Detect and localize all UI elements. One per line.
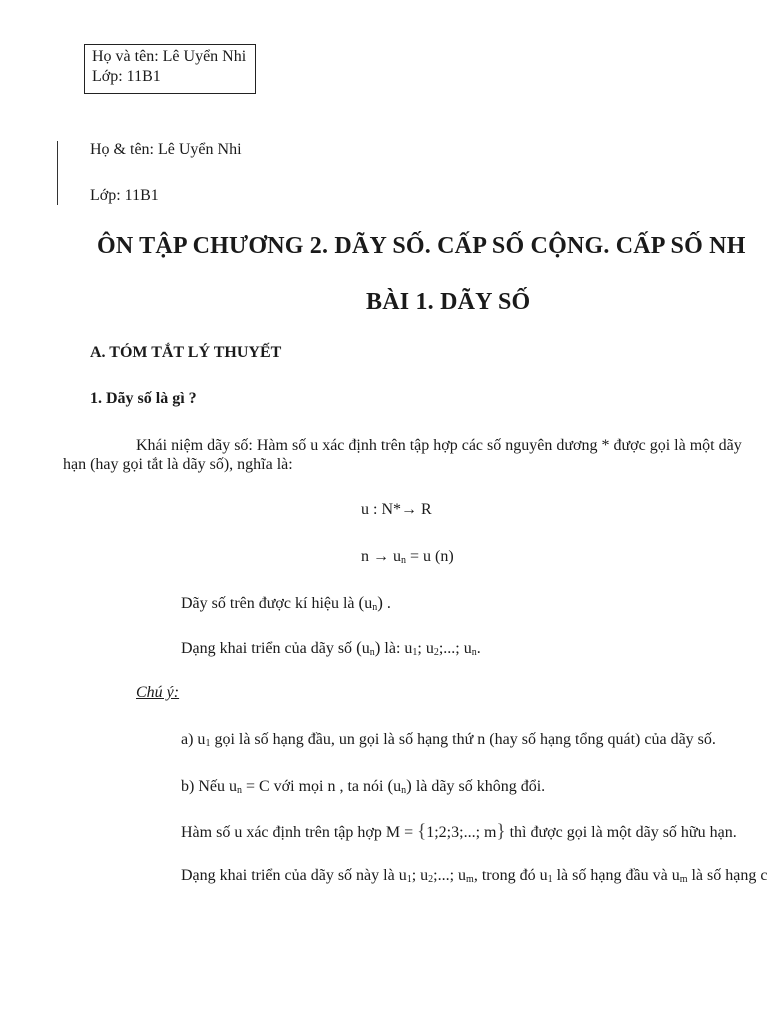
expansion-line: [181, 638, 481, 658]
margin-bar: [57, 141, 58, 205]
expansion-mid: là: u: [380, 640, 413, 657]
box-class-line: Lớp: 11B1: [92, 68, 161, 85]
expansion-open-paren: (: [356, 638, 362, 657]
fexp-pre: Dạng khai triển của dãy số này là u: [181, 867, 407, 884]
expansion-sub-2: 2: [433, 647, 439, 658]
finite-expansion-line: [181, 867, 767, 885]
chapter-title: ÔN TẬP CHƯƠNG 2. DÃY SỐ. CẤP SỐ CỘNG. CẤP SỐ NH: [97, 233, 746, 259]
fexp-sub-5: m: [679, 874, 688, 885]
box-name-line: Họ và tên: Lê Uyển Nhi: [92, 48, 247, 65]
finite-close-brace: }: [496, 821, 506, 842]
lesson-title: BÀI 1. DÃY SỐ: [366, 289, 531, 315]
expansion-close-paren: ): [374, 638, 381, 657]
note-b: [181, 776, 545, 796]
expansion-text: Dạng khai triển của dãy số: [181, 640, 357, 657]
note-a-post: gọi là số hạng đầu, un gọi là số hạng thứ n (hay số hạng tổng quát) của dãy số.: [210, 731, 716, 748]
info-class-line: Lớp: 11B1: [90, 187, 159, 204]
finite-sequence-line: [181, 821, 737, 843]
fexp-sub-1: 1: [406, 874, 412, 885]
subsection-heading-1: 1. Dãy số là gì ?: [90, 390, 197, 407]
finite-open-brace: {: [417, 821, 427, 842]
formula2-sub: n: [401, 555, 406, 566]
notation-sub: n: [372, 602, 378, 613]
fexp-sub-4: 1: [547, 874, 553, 885]
fexp-part-2: ;...; u: [433, 867, 467, 884]
expansion-u: u: [361, 640, 370, 657]
note-a-pre: a) u: [181, 731, 206, 748]
formula-mapping: u : N*→ R: [361, 501, 432, 518]
definition-line-2: hạn (hay gọi tắt là dãy số), nghĩa là:: [63, 456, 293, 473]
definition-line-1: Khái niệm dãy số: Hàm số u xác định trên tập hợp các số nguyên dương * được gọi là một dãy: [136, 437, 742, 454]
note-b-sub: n: [236, 785, 242, 796]
expansion-sub-3: n: [471, 647, 477, 658]
notation-close-paren: ): [377, 593, 383, 612]
finite-post: thì được gọi là một dãy số hữu hạn.: [505, 824, 737, 841]
note-b-u: u: [393, 778, 402, 795]
fexp-part-1: ; u: [411, 867, 429, 884]
expansion-part-2: ;...; u: [438, 640, 472, 657]
student-name-box: [84, 44, 256, 94]
expansion-part-1: ; u: [417, 640, 434, 657]
expansion-end: .: [476, 640, 481, 657]
expansion-sub-1: 1: [412, 647, 418, 658]
formula2-left: n → u: [361, 548, 401, 565]
section-heading-a: A. TÓM TẮT LÝ THUYẾT: [90, 344, 282, 361]
notation-text: Dãy số trên được kí hiệu là: [181, 595, 359, 612]
finite-set: 1;2;3;...; m: [426, 824, 497, 841]
fexp-part-3: , trong đó u: [473, 867, 548, 884]
note-b-open-paren: (: [387, 776, 394, 795]
fexp-post: là số hạng c: [687, 867, 768, 884]
notation-end: .: [382, 595, 391, 612]
expansion-sub: n: [369, 647, 375, 658]
note-a: [181, 731, 716, 749]
fexp-sub-3: m: [466, 874, 474, 885]
note-b-mid: = C với mọi n , ta nói: [241, 778, 388, 795]
info-name-line: Họ & tên: Lê Uyển Nhi: [90, 141, 242, 158]
note-b-sub-2: n: [401, 785, 407, 796]
note-b-close-paren: ): [406, 776, 412, 795]
note-a-sub: 1: [205, 738, 211, 749]
note-b-pre: b) Nếu u: [181, 778, 237, 795]
notation-u: u: [364, 595, 373, 612]
fexp-part-4: là số hạng đầu và u: [552, 867, 680, 884]
note-label: Chú ý:: [136, 684, 180, 701]
finite-pre: Hàm số u xác định trên tập hợp M =: [181, 824, 418, 841]
notation-open-paren: (: [358, 593, 365, 612]
formula2-right: = u (n): [406, 548, 454, 565]
note-b-post: là dãy số không đổi.: [411, 778, 546, 795]
fexp-sub-2: 2: [428, 874, 434, 885]
formula-general-term: [361, 548, 454, 566]
notation-line: [181, 593, 391, 613]
